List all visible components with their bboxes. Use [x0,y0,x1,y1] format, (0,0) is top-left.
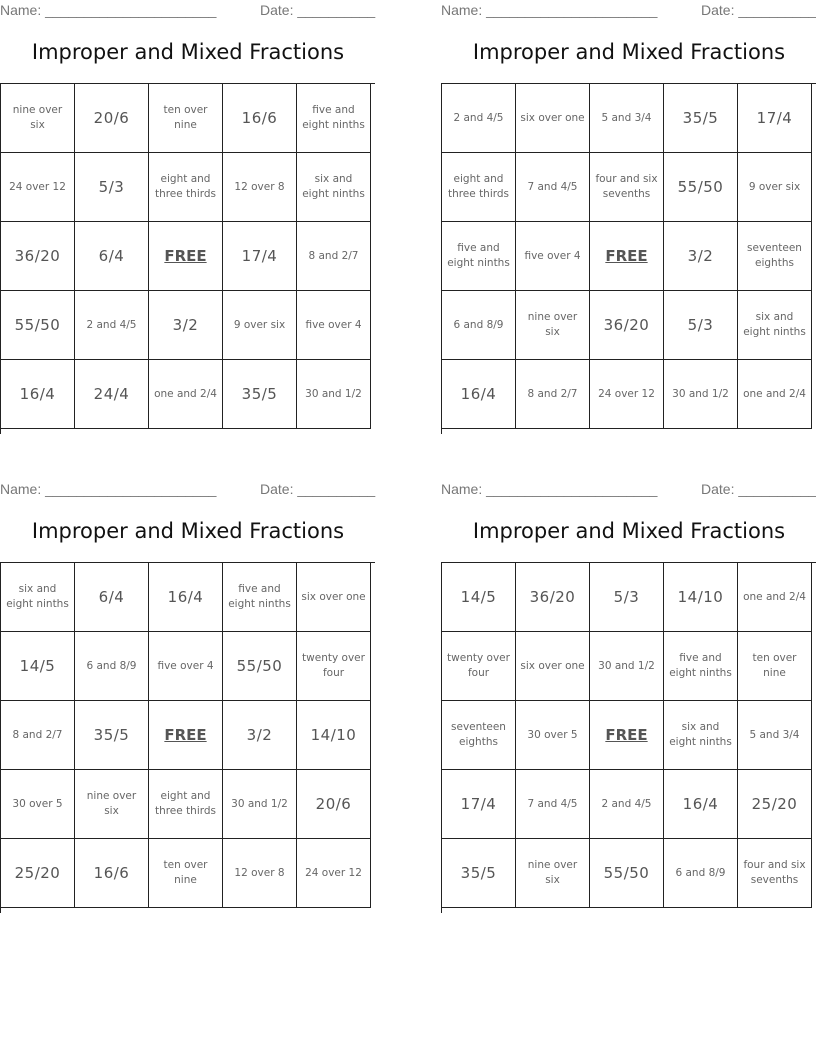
bingo-cell: 9 over six [738,153,812,222]
card-header [0,2,376,20]
bingo-cell: 5 and 3/4 [590,84,664,153]
bingo-cell: 20/6 [297,770,371,839]
bingo-cell: 55/50 [1,291,75,360]
bingo-cell: 8 and 2/7 [297,222,371,291]
bingo-cell: 14/5 [1,632,75,701]
bingo-cell: 7 and 4/5 [516,153,590,222]
card-title: Improper and Mixed Fractions [31,519,345,543]
card-header [441,481,816,499]
bingo-cell: six over one [516,632,590,701]
bingo-cell: 35/5 [664,84,738,153]
name-field-label: Name: ______________________ [441,481,658,497]
name-field-label: Name: ______________________ [0,2,217,18]
bingo-cell: seventeen eighths [738,222,812,291]
bingo-cell: four and six sevenths [738,839,812,908]
bingo-cell: six and eight ninths [297,153,371,222]
bingo-cell: 12 over 8 [223,839,297,908]
bingo-cell: 35/5 [75,701,149,770]
bingo-cell: six over one [516,84,590,153]
bingo-card-2 [441,0,816,432]
bingo-cell: 24 over 12 [590,360,664,429]
date-field-label: Date: __________ [260,2,376,18]
bingo-cell: 24 over 12 [1,153,75,222]
name-field-label: Name: ______________________ [441,2,658,18]
bingo-cell: 17/4 [223,222,297,291]
card-header [441,2,816,20]
card-title: Improper and Mixed Fractions [31,40,345,64]
bingo-cell: five and eight ninths [442,222,516,291]
bingo-cell: 36/20 [590,291,664,360]
bingo-cell: 30 over 5 [1,770,75,839]
bingo-cell: 25/20 [1,839,75,908]
bingo-grid [0,83,375,434]
bingo-cell: 16/6 [75,839,149,908]
bingo-cell: four and six sevenths [590,153,664,222]
free-space-cell: FREE [149,701,223,770]
bingo-cell: six and eight ninths [1,563,75,632]
bingo-cell: 2 and 4/5 [75,291,149,360]
bingo-cell: 5/3 [590,563,664,632]
bingo-cell: 30 over 5 [516,701,590,770]
bingo-cell: twenty over four [297,632,371,701]
bingo-cell: 16/6 [223,84,297,153]
bingo-cell: 14/10 [297,701,371,770]
bingo-cell: nine over six [75,770,149,839]
bingo-card-4 [441,479,816,911]
card-header [0,481,376,499]
bingo-cell: 16/4 [442,360,516,429]
bingo-cell: 14/5 [442,563,516,632]
bingo-cell: 55/50 [223,632,297,701]
date-field-label: Date: __________ [701,481,816,497]
bingo-cell: five over 4 [516,222,590,291]
bingo-cell: 14/10 [664,563,738,632]
bingo-cell: five and eight ninths [297,84,371,153]
bingo-cell: ten over nine [149,839,223,908]
card-title: Improper and Mixed Fractions [472,519,786,543]
bingo-cell: 16/4 [149,563,223,632]
bingo-grid [441,562,816,913]
bingo-cell: five and eight ninths [664,632,738,701]
bingo-cell: ten over nine [149,84,223,153]
bingo-cell: 3/2 [149,291,223,360]
bingo-grid [0,562,375,913]
bingo-cell: nine over six [1,84,75,153]
bingo-cell: nine over six [516,839,590,908]
bingo-card-1 [0,0,376,432]
bingo-cell: 25/20 [738,770,812,839]
bingo-cell: 3/2 [664,222,738,291]
bingo-cell: five and eight ninths [223,563,297,632]
date-field-label: Date: __________ [701,2,816,18]
bingo-cell: eight and three thirds [442,153,516,222]
bingo-cell: 8 and 2/7 [516,360,590,429]
bingo-cell: one and 2/4 [738,563,812,632]
bingo-cell: 17/4 [738,84,812,153]
bingo-cell: 8 and 2/7 [1,701,75,770]
bingo-cell: 30 and 1/2 [590,632,664,701]
card-title: Improper and Mixed Fractions [472,40,786,64]
bingo-cell: 55/50 [590,839,664,908]
bingo-grid [441,83,816,434]
bingo-cell: nine over six [516,291,590,360]
bingo-cell: six over one [297,563,371,632]
bingo-cell: eight and three thirds [149,770,223,839]
bingo-cell: 20/6 [75,84,149,153]
bingo-cell: eight and three thirds [149,153,223,222]
bingo-cell: 6 and 8/9 [75,632,149,701]
bingo-cell: 6/4 [75,563,149,632]
bingo-cell: 6/4 [75,222,149,291]
bingo-cell: 24/4 [75,360,149,429]
bingo-cell: 55/50 [664,153,738,222]
bingo-cell: 30 and 1/2 [297,360,371,429]
bingo-cell: one and 2/4 [149,360,223,429]
bingo-cell: 24 over 12 [297,839,371,908]
bingo-cell: 36/20 [516,563,590,632]
bingo-cell: 16/4 [664,770,738,839]
bingo-cell: 5/3 [75,153,149,222]
free-space-cell: FREE [590,701,664,770]
name-field-label: Name: ______________________ [0,481,217,497]
bingo-cell: 2 and 4/5 [442,84,516,153]
date-field-label: Date: __________ [260,481,376,497]
bingo-cell: 36/20 [1,222,75,291]
bingo-cell: 5/3 [664,291,738,360]
free-space-cell: FREE [149,222,223,291]
bingo-cell: 6 and 8/9 [664,839,738,908]
bingo-cell: 17/4 [442,770,516,839]
bingo-cell: ten over nine [738,632,812,701]
bingo-cell: one and 2/4 [738,360,812,429]
bingo-cell: 35/5 [223,360,297,429]
bingo-cell: 9 over six [223,291,297,360]
bingo-cell: six and eight ninths [664,701,738,770]
bingo-cell: 30 and 1/2 [664,360,738,429]
bingo-cell: 5 and 3/4 [738,701,812,770]
bingo-cell: five over 4 [297,291,371,360]
bingo-cell: 2 and 4/5 [590,770,664,839]
bingo-cell: 7 and 4/5 [516,770,590,839]
bingo-cell: seventeen eighths [442,701,516,770]
bingo-cell: 16/4 [1,360,75,429]
bingo-cell: six and eight ninths [738,291,812,360]
bingo-cell: 6 and 8/9 [442,291,516,360]
bingo-cell: 12 over 8 [223,153,297,222]
bingo-cell: 30 and 1/2 [223,770,297,839]
bingo-card-3 [0,479,376,911]
bingo-cell: five over 4 [149,632,223,701]
bingo-cell: twenty over four [442,632,516,701]
bingo-cell: 35/5 [442,839,516,908]
bingo-cell: 3/2 [223,701,297,770]
free-space-cell: FREE [590,222,664,291]
